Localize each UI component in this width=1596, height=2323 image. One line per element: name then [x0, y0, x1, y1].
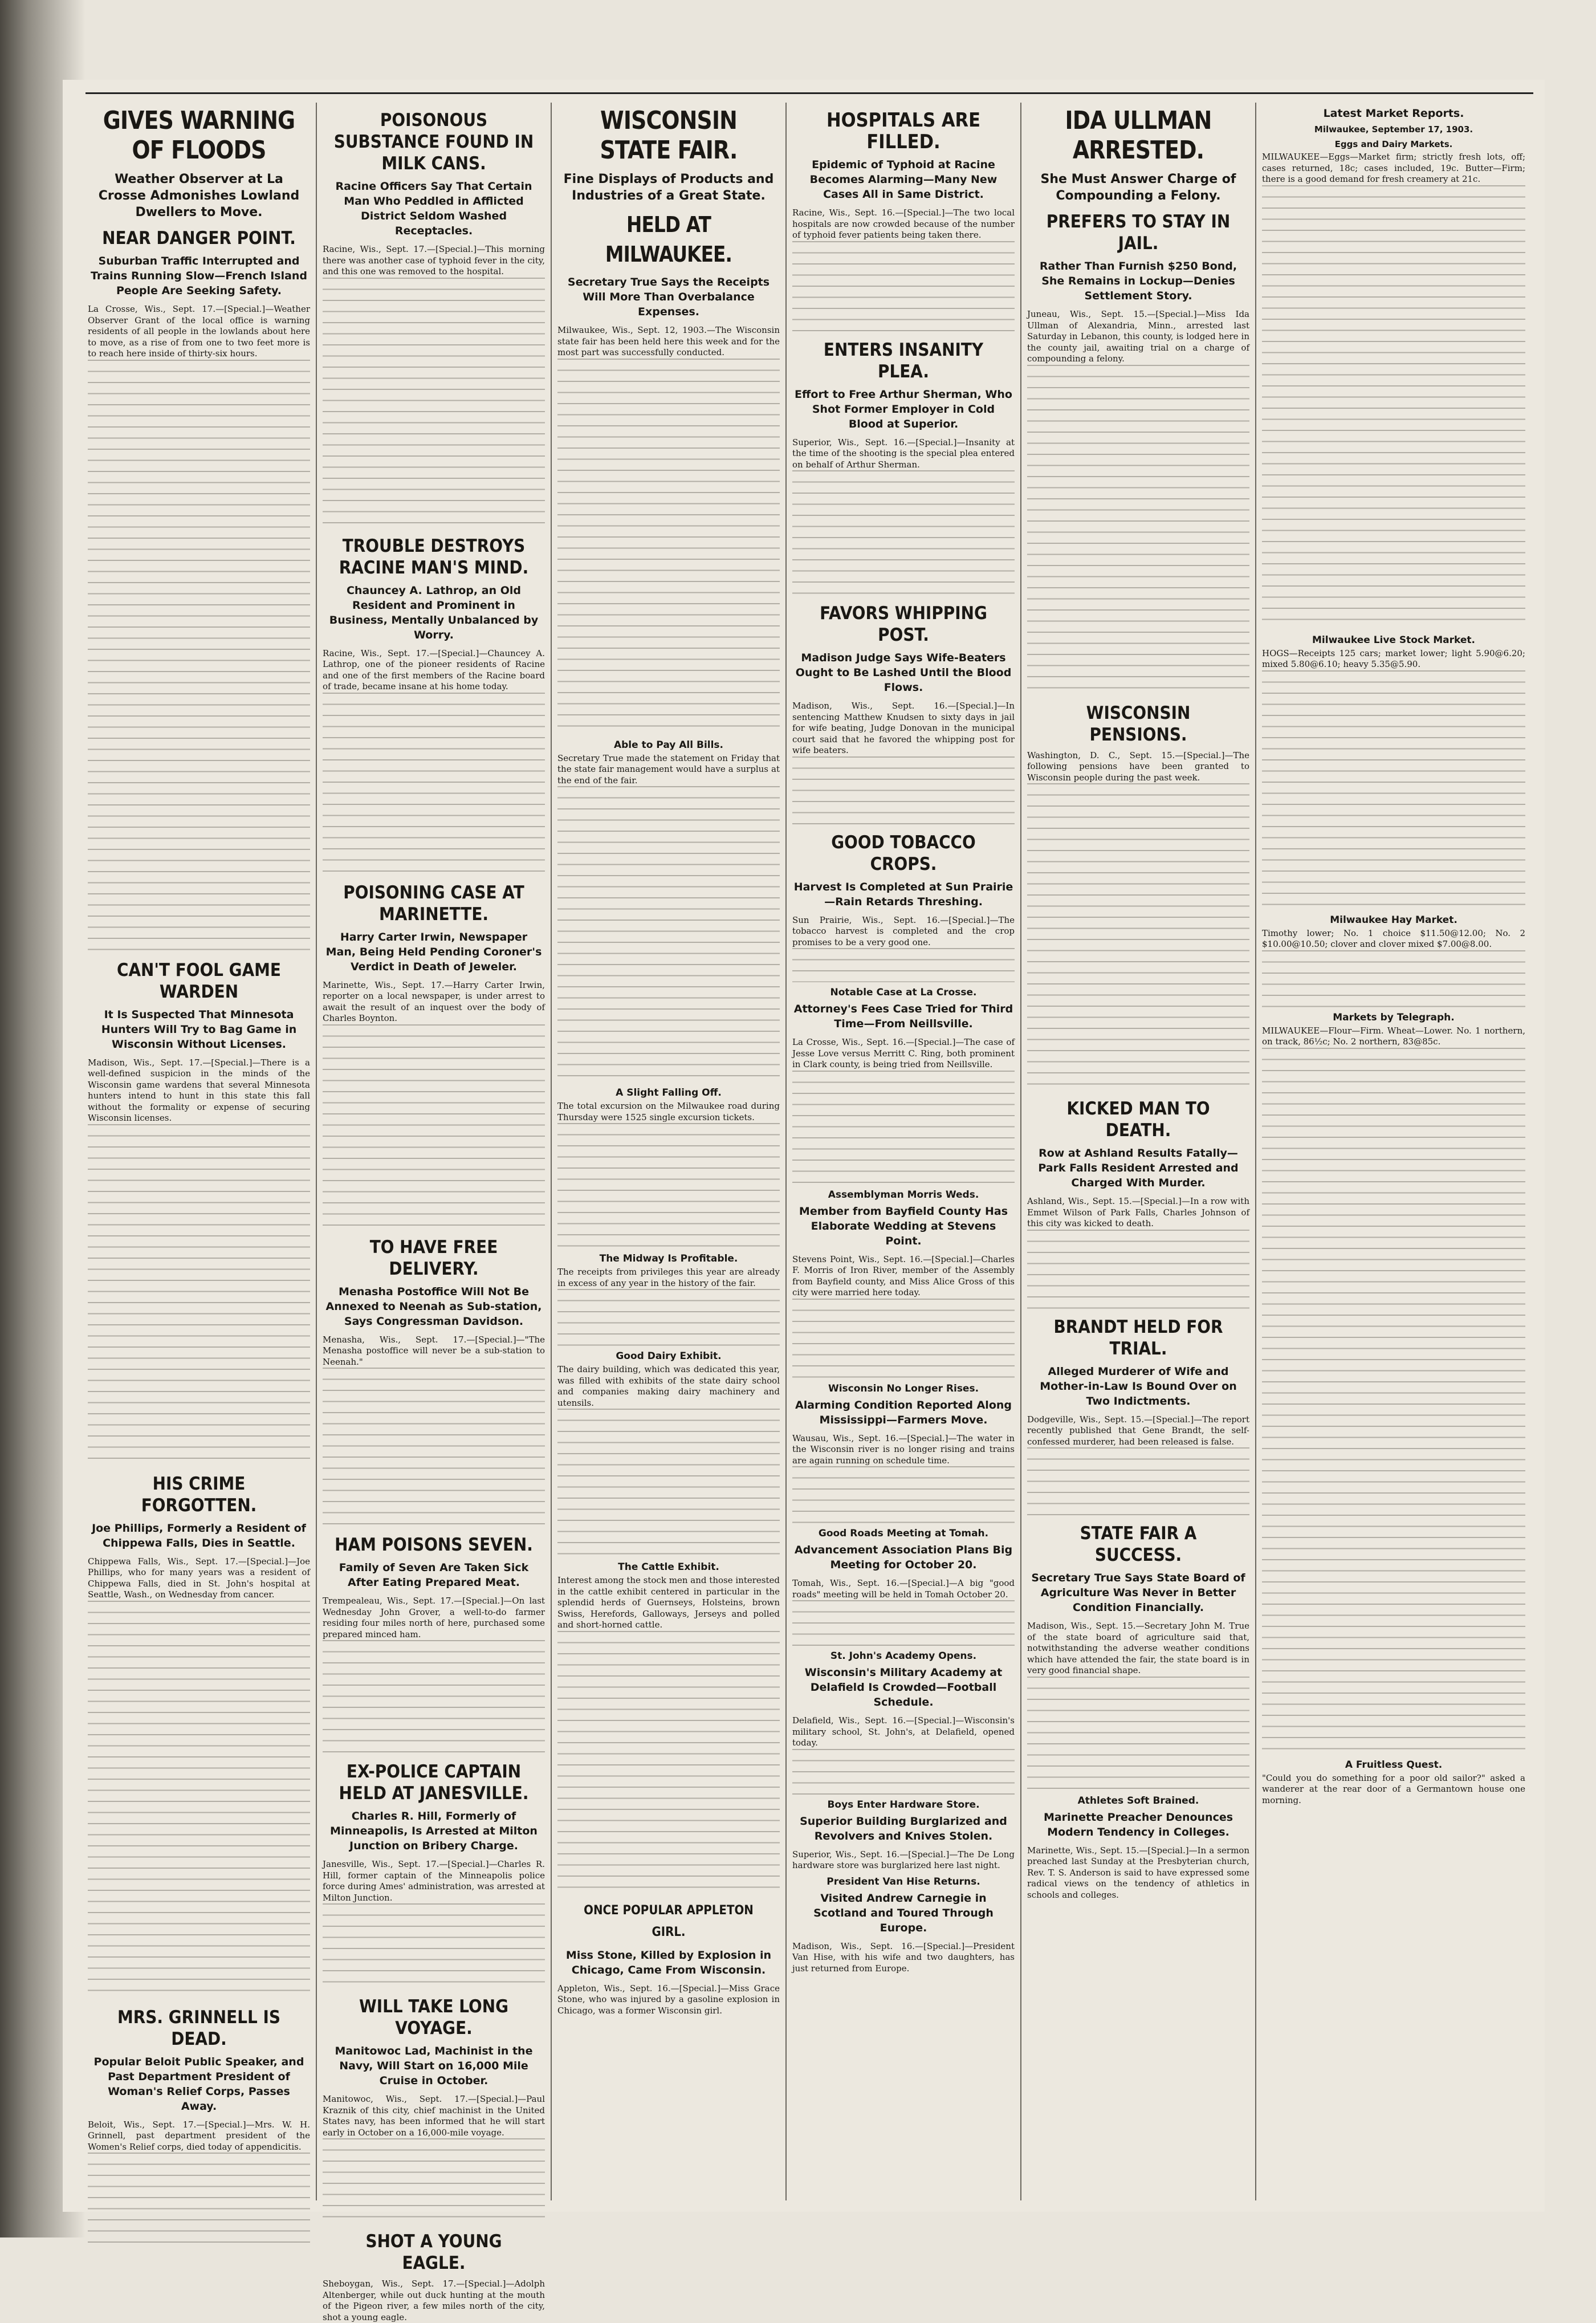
story-body: [1027, 1230, 1249, 1309]
headline: HIS CRIME FORGOTTEN.: [141, 1473, 257, 1516]
headline: Athletes Soft Brained.: [1077, 1795, 1199, 1807]
deck: Family of Seven Are Taken Sick After Eating Prepared Meat.: [339, 1561, 529, 1589]
headline: CAN'T FOOL GAME WARDEN: [116, 959, 281, 1002]
deck: Popular Beloit Public Speaker, and Past Department President of Woman's Relief Corps, Passes Away.: [93, 2055, 304, 2113]
deck: Manitowoc Lad, Machinist in the Navy, Will Start on 16,000 Mile Cruise in October.: [335, 2045, 533, 2087]
story-lede: MILWAUKEE—Flour—Firm. Wheat—Lower. No. 1 northern, on track, 86½c; No. 2 northern, 83@85c.: [1262, 1025, 1525, 1047]
deck: Alarming Condition Reported Along Mississippi—Farmers Move.: [795, 1398, 1012, 1426]
story-body: [88, 1601, 310, 2000]
story-lede: Madison, Wis., Sept. 15.—Secretary John M. True of the state board of agriculture said that, notwithstanding the adverse weather conditions which have attended the fair, the state board is in very good financial shape.: [1027, 1621, 1249, 1675]
deck: Epidemic of Typhoid at Racine Becomes Alarming—Many New Cases All in Same District.: [809, 158, 997, 201]
headline: ONCE POPULAR APPLETON GIRL.: [584, 1903, 754, 1939]
headline: IDA ULLMAN ARRESTED.: [1065, 106, 1212, 165]
column-rule: [1255, 103, 1256, 2200]
story-body: [792, 1466, 1015, 1523]
market-table: [1262, 950, 1525, 1007]
story-lede: Delafield, Wis., Sept. 16.—[Special.]—Wisconsin's military school, St. John's, at Delafield, opened today.: [792, 1715, 1015, 1748]
story-lede: Sun Prairie, Wis., Sept. 16.—[Special.]—The tobacco harvest is completed and the crop promises to be a very good one.: [792, 914, 1015, 947]
story-body: [557, 359, 780, 735]
story-lede: La Crosse, Wis., Sept. 17.—[Special.]—Weather Observer Grant of the local office is warning residents of all people in the lowlands about here to move, as a rise of from one to two feet more is to reach here inside of thirty-six hours.: [88, 304, 310, 359]
story-lede: Racine, Wis., Sept. 16.—[Special.]—The two local hospitals are now crowded because of the number of typhoid fever patients being taken there.: [792, 208, 1015, 240]
story-lede: Sheboygan, Wis., Sept. 17.—[Special.]—Adolph Altenberger, while out duck hunting at the mouth of the Pigeon river, a few miles north of the city, shot a young eagle.: [323, 2279, 545, 2322]
story-body: [557, 1631, 780, 1893]
story-body: [1027, 783, 1249, 1091]
story-body: [792, 470, 1015, 596]
story-lede: Wausau, Wis., Sept. 16.—[Special.]—The water in the Wisconsin river is no longer rising and trains are again running on schedule time.: [792, 1433, 1015, 1466]
headline: BRANDT HELD FOR TRIAL.: [1053, 1316, 1223, 1359]
story-lede: Manitowoc, Wis., Sept. 17.—[Special.]—Paul Kraznik of this city, chief machinist in the United States navy, has been informed that he will start early in October on a 16,000-mile voyage.: [323, 2094, 545, 2138]
deck: Marinette Preacher Denounces Modern Tendency in Colleges.: [1043, 1811, 1233, 1838]
headline: WISCONSIN PENSIONS.: [1086, 702, 1191, 745]
headline: STATE FAIR A SUCCESS.: [1080, 1523, 1197, 1565]
headline: HAM POISONS SEVEN.: [335, 1535, 533, 1555]
story-lede: Juneau, Wis., Sept. 15.—[Special.]—Miss Ida Ullman of Alexandria, Minn., arrested last Saturday in Lebanon, this county, is lodged here in the county jail, awaiting trial on a charge of compounding a felony.: [1027, 309, 1249, 364]
headline: SHOT A YOUNG EAGLE.: [365, 2231, 502, 2273]
deck: Effort to Free Arthur Sherman, Who Shot Former Employer in Cold Blood at Superior.: [795, 388, 1012, 430]
deck: Visited Andrew Carnegie in Scotland and Toured Through Europe.: [813, 1891, 994, 1934]
market-table: [1262, 1048, 1525, 1755]
story-body: [323, 1024, 545, 1230]
column-2: [320, 103, 547, 2322]
story-body: [323, 2138, 545, 2224]
headline: Wisconsin No Longer Rises.: [828, 1382, 979, 1394]
story-body: [557, 1123, 780, 1248]
deck: Harvest Is Completed at Sun Prairie—Rain Retards Threshing.: [793, 880, 1013, 908]
story-body: [88, 2153, 310, 2244]
story-body: [1027, 1447, 1249, 1516]
deck: Member from Bayfield County Has Elaborate Wedding at Stevens Point.: [799, 1205, 1008, 1247]
story-lede: Marinette, Wis., Sept. 15.—[Special.]—In a sermon preached last Sunday at the Presbyterian church, Rev. T. S. Anderson is said to have expressed some radical views on the tendency of athletics in schools and colleges.: [1027, 1845, 1249, 1900]
story-lede: Milwaukee, Wis., Sept. 12, 1903.—The Wisconsin state fair has been held here this week and for the most part was successfully conducted.: [557, 325, 780, 357]
headline: WISCONSIN STATE FAIR.: [600, 106, 738, 165]
headline: HOSPITALS ARE FILLED.: [826, 109, 980, 153]
story-body: [557, 1409, 780, 1557]
headline: MRS. GRINNELL IS DEAD.: [117, 2007, 280, 2049]
story-lede: Superior, Wis., Sept. 16.—[Special.]—Insanity at the time of the shooting is the special plea entered on behalf of Arthur Sherman.: [792, 437, 1015, 470]
market-table: [1262, 185, 1525, 630]
story-lede: Madison, Wis., Sept. 16.—[Special.]—In sentencing Matthew Knudsen to sixty days in jail for wife beating, Judge Donovan in the municipal court said that he favored the whipping post for wife beaters.: [792, 701, 1015, 755]
headline: Good Dairy Exhibit.: [616, 1350, 722, 1362]
story-lede: Appleton, Wis., Sept. 16.—[Special.]—Miss Grace Stone, who was injured by a gasoline explosion in Chicago, was a former Wisconsin girl.: [557, 1983, 780, 2016]
subheadline: HELD AT MILWAUKEE.: [605, 212, 732, 267]
deck: Row at Ashland Results Fatally—Park Falls Resident Arrested and Charged With Murder.: [1038, 1147, 1239, 1189]
story-lede: Stevens Point, Wis., Sept. 16.—[Special.]—Charles F. Morris of Iron River, member of the Assembly from Bayfield county, and Miss Alice Gross of this city were married here today.: [792, 1254, 1015, 1297]
headline: The Cattle Exhibit.: [618, 1561, 719, 1573]
deck: Miss Stone, Killed by Explosion in Chicago, Came From Wisconsin.: [565, 1948, 772, 1976]
story-body: [1027, 365, 1249, 695]
deck: Alleged Murderer of Wife and Mother-in-Law Is Bound Over on Two Indictments.: [1040, 1365, 1237, 1407]
headline: Assemblyman Morris Weds.: [828, 1189, 979, 1201]
story-body: [792, 948, 1015, 982]
subheadline: PREFERS TO STAY IN JAIL.: [1046, 211, 1231, 254]
deck: Fine Displays of Products and Industries of a Great State.: [563, 172, 774, 203]
story-body: [792, 756, 1015, 825]
headline: Able to Pay All Bills.: [613, 739, 724, 751]
story-body: [323, 1903, 545, 1989]
story-lede: Washington, D. C., Sept. 15.—[Special.]—The following pensions have been granted to Wisconsin people during the past week.: [1027, 750, 1249, 783]
headline: Latest Market Reports.: [1323, 107, 1464, 120]
story-body: [792, 1600, 1015, 1646]
story-lede: Ashland, Wis., Sept. 15.—[Special.]—In a row with Emmet Wilson of Park Falls, Charles Johnson of this city was kicked to death.: [1027, 1196, 1249, 1228]
deck: It Is Suspected That Minnesota Hunters Will Try to Bag Game in Wisconsin Without Licenses.: [101, 1008, 297, 1051]
story-body: [792, 1749, 1015, 1795]
headline: St. John's Academy Opens.: [830, 1650, 977, 1662]
story-lede: The dairy building, which was dedicated this year, was filled with exhibits of the state dairy school and companies making dairy machinery and utensils.: [557, 1364, 780, 1408]
story-lede: Racine, Wis., Sept. 17.—[Special.]—Chauncey A. Lathrop, one of the pioneer residents of Racine and one of the first members of the Racine board of trade, became insane at his home today.: [323, 648, 545, 691]
deck: Wisconsin's Military Academy at Delafield Is Crowded—Football Schedule.: [804, 1666, 1003, 1708]
story-lede: Secretary True made the statement on Friday that the state fair management would have a surplus at the end of the fair.: [557, 752, 780, 786]
story-lede: Trempealeau, Wis., Sept. 17.—[Special.]—On last Wednesday John Grover, a well-to-do farmer residing four miles north of here, purchased some prepared minced ham.: [323, 1596, 545, 1639]
deck: Madison Judge Says Wife-Beaters Ought to Be Lashed Until the Blood Flows.: [795, 652, 1012, 694]
story-lede: Timothy lower; No. 1 choice $11.50@12.00; No. 2 $10.00@10.50; clover and clover mixed $7.00@8.00.: [1262, 927, 1525, 949]
subdeck: Rather Than Furnish $250 Bond, She Remains in Lockup—Denies Settlement Story.: [1039, 260, 1237, 302]
story-lede: The total excursion on the Milwaukee road during Thursday were 1525 single excursion tickets.: [557, 1101, 780, 1122]
story-lede: Madison, Wis., Sept. 17.—[Special.]—There is a well-defined suspicion in the minds of the Wisconsin game wardens that several Minnesota hunters intend to hunt in this state this fall without the formality or expense of securing Wisconsin licenses.: [88, 1057, 310, 1123]
headline: Good Roads Meeting at Tomah.: [818, 1528, 989, 1539]
column-5: [1025, 103, 1252, 2206]
deck: Charles R. Hill, Formerly of Minneapolis, Is Arrested at Milton Junction on Bribery Charge.: [330, 1810, 538, 1852]
column-6: [1260, 103, 1528, 2206]
top-rule: [85, 92, 1533, 94]
story-body: [88, 360, 310, 953]
deck: Joe Phillips, Formerly a Resident of Chippewa Falls, Dies in Seattle.: [92, 1521, 306, 1549]
story-body: [792, 1071, 1015, 1185]
story-body: [323, 693, 545, 875]
story-body: [1027, 1677, 1249, 1791]
story-body: [792, 1299, 1015, 1378]
story-lede: Interest among the stock men and those interested in the cattle exhibit centered in particular in the splendid herds of Guernseys, Holsteins, brown Swiss, Herefords, Galloways, Jerseys and polled and short-horned cattle.: [557, 1575, 780, 1630]
deck: Attorney's Fees Case Tried for Third Time—From Neillsville.: [793, 1003, 1013, 1030]
headline: President Van Hise Returns.: [826, 1876, 980, 1887]
story-body: [88, 1124, 310, 1466]
story-lede: Tomah, Wis., Sept. 16.—[Special.]—A big "good roads" meeting will be held in Tomah October 20.: [792, 1578, 1015, 1600]
story-body: [557, 786, 780, 1083]
headline: TO HAVE FREE DELIVERY.: [369, 1236, 498, 1279]
headline: A Slight Falling Off.: [616, 1087, 722, 1099]
story-lede: Janesville, Wis., Sept. 17.—[Special.]—Charles R. Hill, former captain of the Minneapolis police force during Ames' administration, was arrested at Milton Junction.: [323, 1859, 545, 1903]
story-lede: Racine, Wis., Sept. 17.—[Special.]—This morning there was another case of typhoid fever in the city, and this one was removed to the hospital.: [323, 244, 545, 276]
subheadline: Eggs and Dairy Markets.: [1334, 139, 1453, 149]
story-lede: La Crosse, Wis., Sept. 16.—[Special.]—The case of Jesse Love versus Merritt C. Ring, both prominent in Clark county, is being tried from Neillsville.: [792, 1037, 1015, 1069]
story-lede: HOGS—Receipts 125 cars; market lower; light 5.90@6.20; mixed 5.80@6.10; heavy 5.35@5.90.: [1262, 648, 1525, 669]
column-1: [85, 103, 312, 2206]
deck: Menasha Postoffice Will Not Be Annexed to Neenah as Sub-station, Says Congressman Davidson.: [325, 1285, 542, 1328]
subdeck: Secretary True Says the Receipts Will More Than Overbalance Expenses.: [567, 276, 770, 318]
deck: Racine Officers Say That Certain Man Who Peddled in Afflicted District Seldom Washed Receptacles.: [335, 180, 532, 237]
story-body: [792, 241, 1015, 332]
story-body: [557, 1289, 780, 1346]
deck: Harry Carter Irwin, Newspaper Man, Being Held Pending Coroner's Verdict in Death of Jeweler.: [325, 930, 542, 973]
deck: She Must Answer Charge of Compounding a Felony.: [1040, 172, 1236, 203]
column-4: [790, 103, 1017, 2206]
headline: POISONING CASE AT MARINETTE.: [343, 882, 524, 925]
story-lede: Menasha, Wis., Sept. 17.—[Special.]—"The Menasha postoffice will never be a sub-station to Neenah.": [323, 1334, 545, 1367]
column-rule: [785, 103, 787, 2200]
story-body: [323, 278, 545, 528]
headline: Milwaukee Hay Market.: [1330, 914, 1457, 926]
headline: A Fruitless Quest.: [1345, 1759, 1443, 1771]
story-lede: The receipts from privileges this year are already in excess of any year in the history of the fair.: [557, 1267, 780, 1288]
story-body: [323, 1640, 545, 1754]
headline: FAVORS WHIPPING POST.: [820, 603, 987, 645]
story-lede: Superior, Wis., Sept. 16.—[Special.]—The De Long hardware store was burglarized here last night.: [792, 1849, 1015, 1870]
column-rule: [316, 103, 317, 2200]
story-lede: Beloit, Wis., Sept. 17.—[Special.]—Mrs. W. H. Grinnell, past department president of the Women's Relief corps, died today of appendicitis.: [88, 2119, 310, 2152]
headline: GIVES WARNING OF FLOODS: [103, 106, 295, 165]
story-body: [323, 1368, 545, 1527]
deck: Weather Observer at La Crosse Admonishes Lowland Dwellers to Move.: [98, 172, 300, 219]
deck: Secretary True Says State Board of Agriculture Was Never in Better Condition Financially.: [1031, 1572, 1245, 1614]
column-rule: [551, 103, 552, 2200]
subdeck: Suburban Traffic Interrupted and Trains Running Slow—French Island People Are Seeking Safety.: [90, 255, 308, 297]
story-lede: Chippewa Falls, Wis., Sept. 17.—[Special.]—Joe Phillips, who for many years was a resident of Chippewa Falls, died in St. John's hospital at Seattle, Wash., on Wednesday from cancer.: [88, 1556, 310, 1600]
headline: Boys Enter Hardware Store.: [827, 1799, 980, 1811]
deck: Superior Building Burglarized and Revolvers and Knives Stolen.: [800, 1815, 1007, 1842]
dateline: Milwaukee, September 17, 1903.: [1314, 124, 1473, 135]
headline: WILL TAKE LONG VOYAGE.: [359, 1996, 509, 2039]
headline: Milwaukee Live Stock Market.: [1312, 634, 1475, 646]
deck: Chauncey A. Lathrop, an Old Resident and Prominent in Business, Mentally Unbalanced by Worry.: [329, 584, 539, 641]
headline: EX-POLICE CAPTAIN HELD AT JANESVILLE.: [339, 1761, 529, 1804]
headline: Markets by Telegraph.: [1333, 1011, 1455, 1023]
column-3: [555, 103, 782, 2206]
newspaper-page: [63, 80, 1545, 2322]
subheadline: NEAR DANGER POINT.: [102, 228, 296, 249]
story-lede: "Could you do something for a poor old sailor?" asked a wanderer at the rear door of a Germantown house one morning.: [1262, 1772, 1525, 1805]
headline: KICKED MAN TO DEATH.: [1066, 1099, 1210, 1141]
headline: TROUBLE DESTROYS RACINE MAN'S MIND.: [339, 535, 529, 578]
column-rule: [1020, 103, 1021, 2200]
headline: GOOD TOBACCO CROPS.: [831, 832, 976, 874]
story-lede: MILWAUKEE—Eggs—Market firm; strictly fresh lots, off; cases returned, 18c; cases included, 19c. Butter—Firm; there is a good demand for fresh creamery at 21c.: [1262, 152, 1525, 184]
deck: Advancement Association Plans Big Meeting for October 20.: [794, 1544, 1013, 1571]
headline: POISONOUS SUBSTANCE FOUND IN MILK CANS.: [333, 110, 534, 174]
headline: The Midway Is Profitable.: [599, 1253, 738, 1264]
story-lede: Dodgeville, Wis., Sept. 15.—[Special.]—The report recently published that Gene Brandt, the self-confessed murderer, had been released is false.: [1027, 1414, 1249, 1447]
headline: Notable Case at La Crosse.: [830, 987, 977, 998]
story-lede: Marinette, Wis., Sept. 17.—Harry Carter Irwin, reporter on a local newspaper, is under arrest to await the result of an inquest over the body of Charles Boynton.: [323, 979, 545, 1023]
market-table: [1262, 670, 1525, 910]
story-lede: Madison, Wis., Sept. 16.—[Special.]—President Van Hise, with his wife and two daughters, has just returned from Europe.: [792, 1940, 1015, 1974]
headline: ENTERS INSANITY PLEA.: [823, 339, 984, 382]
